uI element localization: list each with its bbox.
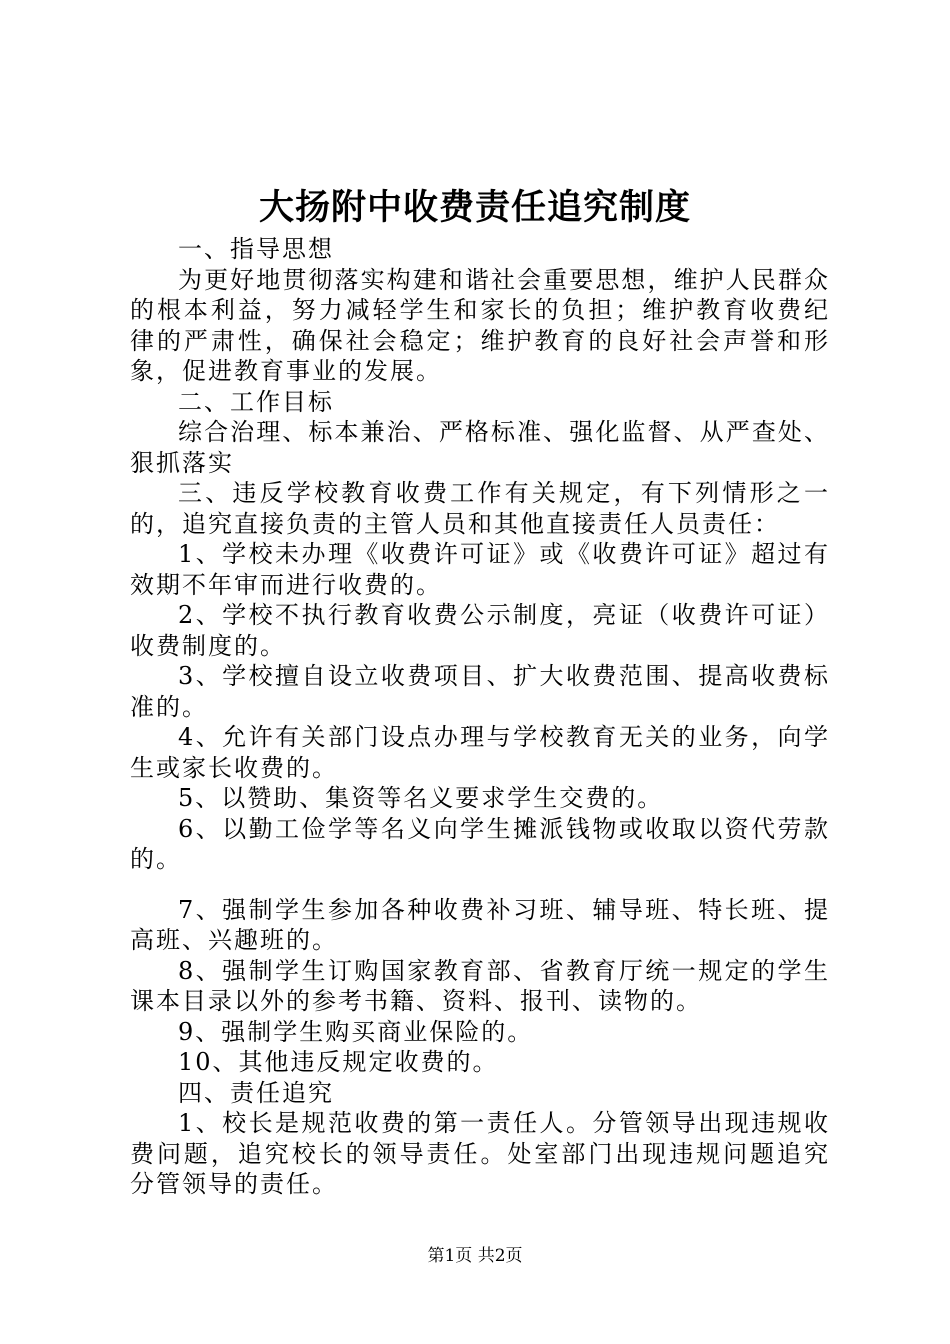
section-heading-work-goal: 二、工作目标 (178, 387, 334, 416)
list-item-accountability-1: 1、校长是规范收费的第一责任人。分管领导出现违规收费问题，追究校长的领导责任。处室部门出现违规问题追究分管领导的责任。 (130, 1109, 830, 1198)
section-heading-accountability: 四、责任追究 (178, 1078, 334, 1107)
list-item-violation-3: 3、学校擅自设立收费项目、扩大收费范围、提高收费标准的。 (130, 662, 830, 721)
section-heading-violations: 三、违反学校教育收费工作有关规定，有下列情形之一的，追究直接负责的主管人员和其他直接责任人员责任： (130, 479, 830, 538)
list-item-violation-2: 2、学校不执行教育收费公示制度，亮证（收费许可证）收费制度的。 (130, 601, 830, 660)
document-title: 大扬附中收费责任追究制度 (258, 187, 691, 228)
list-item-violation-7: 7、强制学生参加各种收费补习班、辅导班、特长班、提高班、兴趣班的。 (130, 895, 830, 954)
list-item-violation-6: 6、以勤工俭学等名义向学生摊派钱物或收取以资代劳款的。 (130, 814, 830, 873)
list-item-violation-1: 1、学校未办理《收费许可证》或《收费许可证》超过有效期不年审而进行收费的。 (130, 540, 830, 599)
list-item-violation-8: 8、强制学生订购国家教育部、省教育厅统一规定的学生课本目录以外的参考书籍、资料、报刊、读物的。 (130, 956, 830, 1015)
list-item-violation-9: 9、强制学生购买商业保险的。 (178, 1017, 534, 1046)
list-item-violation-4: 4、允许有关部门设点办理与学校教育无关的业务，向学生或家长收费的。 (130, 723, 830, 782)
paragraph-guiding-thought: 为更好地贯彻落实构建和谐社会重要思想，维护人民群众的根本利益，努力减轻学生和家长的负担；维护教育收费纪律的严肃性，确保社会稳定；维护教育的良好社会声誉和形象，促进教育事业的发展。 (130, 265, 830, 385)
page-number-footer: 第1页 共2页 (427, 1246, 523, 1266)
document-body (130, 234, 830, 1200)
list-item-violation-5: 5、以赞助、集资等名义要求学生交费的。 (178, 784, 664, 812)
paragraph-work-goal: 综合治理、标本兼治、严格标准、强化监督、从严查处、狠抓落实 (130, 418, 830, 477)
section-heading-guiding-thought: 一、指导思想 (178, 235, 334, 263)
list-item-violation-10: 10、其他违反规定收费的。 (178, 1048, 499, 1076)
